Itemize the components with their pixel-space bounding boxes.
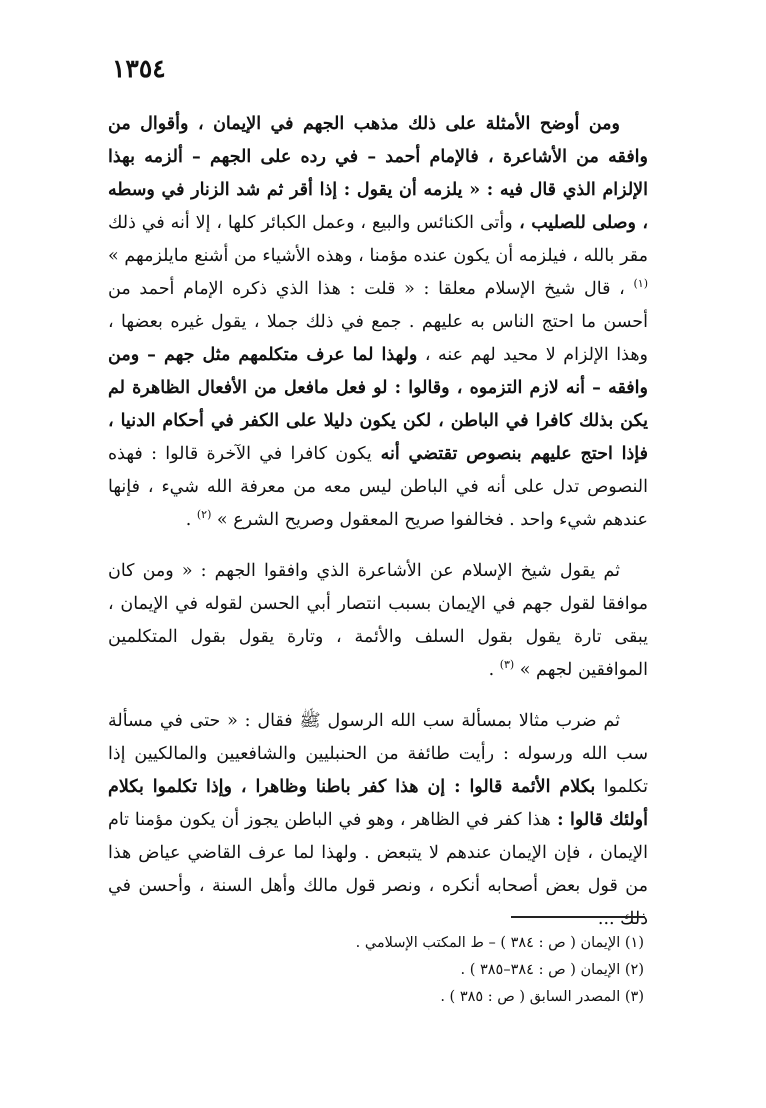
footnote-ref[interactable]: (١): [633, 277, 648, 291]
text-segment: ، قال شيخ الإسلام معلقا : « قلت : هذا الذي ذكره الإمام أحمد من أحسن ما احتج الناس به عليهم . جمع في ذلك جملا ، يقول غيره بعضها ، وهذا الإلزام لا محيد لهم عنه ،: [108, 279, 649, 365]
text-segment: .: [488, 660, 500, 680]
text-segment: ولهذا لما عرف متكلمهم مثل جهم – ومن وافقه – أنه لازم التزموه ، وقالوا : لو فعل مافعل من الأفعال الظاهرة لم يكن بذلك كافرا في الباطن ، لكن يكون دليلا على الكفر في أحكام الدنيا ، فإذا احتج عليهم بنصوص تقتضي أنه: [108, 345, 648, 464]
text-segment: ومن أوضح الأمثلة على ذلك مذهب الجهم في الإيمان ، وأقوال من وافقه من الأشاعرة ، فالإمام أحمد – في رده على الجهم – ألزمه بهذا الإلزام الذي قال فيه : « يلزمه أن يقول : إذا أقر ثم شد الزنار في وسطه ، وصلى للصليب ،: [108, 114, 649, 233]
text-segment: وأتى الكنائس والبيع ، وعمل الكبائر كلها ، إلا أنه في ذلك مقر بالله ، فيلزمه أن يكون عنده مؤمنا ، وهذه الأشياء من أشنع مايلزمهم »: [108, 213, 648, 266]
body-text: [108, 108, 648, 936]
footnote: (٢) الإيمان ( ص : ٣٨٤–٣٨٥ ) .: [460, 962, 644, 978]
text-segment: ثم ضرب مثالا بمسألة سب الله الرسول ﷺ فقال : « حتى في مسألة سب الله ورسوله : رأيت طائفة من الحنبليين والشافعيين والمالكيين إذا تكلموا: [108, 711, 648, 797]
footnotes: [200, 930, 644, 1011]
page-number: ١٣٥٤: [112, 54, 166, 83]
paragraph: [108, 705, 648, 936]
text-segment: هذا كفر في الظاهر ، وهو في الباطن يجوز أن يكون مؤمنا تام الإيمان ، فإن الإيمان عندهم لا يتبعض . ولهذا لما عرف القاضي عياض هذا من قول بعض أصحابه أنكره ، ونصر قول مالك وأهل السنة ، وأحسن في ذلك ...: [108, 810, 648, 929]
footnote: (٣) المصدر السابق ( ص : ٣٨٥ ) .: [440, 989, 644, 1005]
paragraph: [108, 555, 648, 687]
footnote-divider: [511, 916, 645, 918]
text-segment: .: [185, 510, 197, 530]
text-segment: يكون كافرا في الآخرة قالوا : فهذه النصوص تدل على أنه في الباطن ليس معه من معرفة الله شيء ، فإنها عندهم شيء واحد . فخالفوا صريح المعقول وصريح الشرع »: [108, 444, 648, 530]
paragraph: [108, 108, 648, 537]
footnote-ref[interactable]: (٢): [196, 508, 212, 522]
text-segment: ثم يقول شيخ الإسلام عن الأشاعرة الذي وافقوا الجهم : « ومن كان موافقا لقول جهم في الإيمان بسبب انتصار أبي الحسن لقوله في الإيمان ، يبقى تارة يقول بقول السلف والأئمة ، وتارة يقول بقول المتكلمين الموافقين لجهم »: [108, 561, 648, 680]
footnote: (١) الإيمان ( ص : ٣٨٤ ) – ط المكتب الإسلامي .: [355, 935, 644, 951]
footnote-ref[interactable]: (٣): [499, 658, 515, 672]
text-segment: بكلام الأئمة قالوا : إن هذا كفر باطنا وظاهرا ، وإذا تكلموا بكلام أولئك قالوا :: [108, 777, 648, 830]
